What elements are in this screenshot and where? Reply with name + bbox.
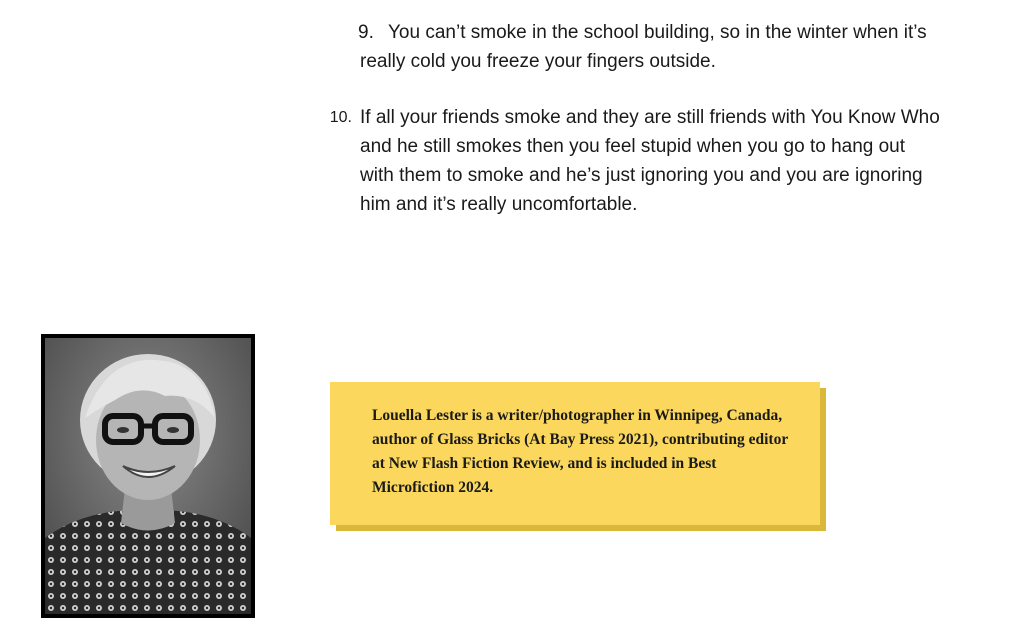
list-item-number: 10. bbox=[329, 109, 352, 126]
bio-text: Louella Lester is a writer/photographer in Winnipeg, Canada, author of Glass Bricks (At Bay Press 2021), contributing editor at New Flash Fiction Review, and is included in Best Microfiction 2024. bbox=[372, 407, 788, 496]
author-photo bbox=[41, 334, 255, 618]
numbered-list bbox=[320, 18, 940, 246]
list-item-number: 9. bbox=[358, 22, 374, 43]
bio-box bbox=[330, 382, 820, 525]
portrait-icon bbox=[45, 338, 251, 614]
list-item-text: You can’t smoke in the school building, so in the winter when it’s really cold you freeze your fingers outside. bbox=[360, 22, 927, 72]
list-item-9 bbox=[320, 18, 940, 76]
list-item-text: If all your friends smoke and they are still friends with You Know Who and he still smokes then you feel stupid when you go to hang out with them to smoke and he’s just ignoring you and you are ignoring him and it’s really uncomfortable. bbox=[360, 107, 940, 215]
list-item-10 bbox=[320, 103, 940, 219]
